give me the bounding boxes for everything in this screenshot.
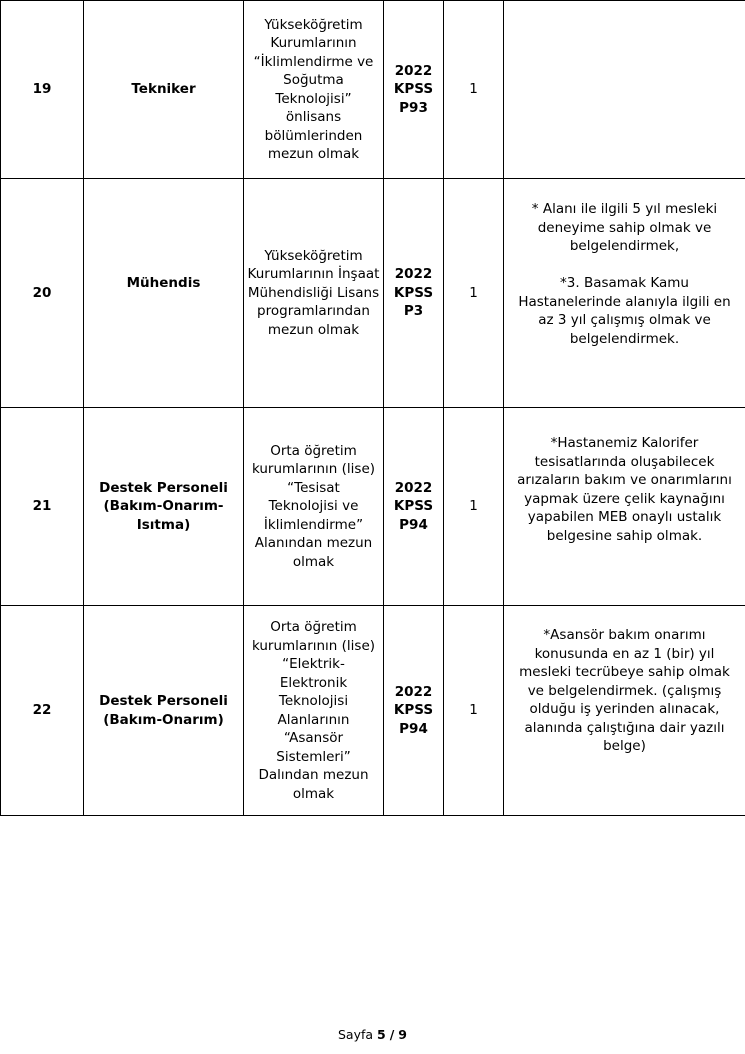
position-count: 1 — [444, 179, 504, 408]
education-requirement: Orta öğretim kurumlarının (lise) “Tesisat Teknolojisi ve İklimlendirme” Alanından mezun olmak — [244, 408, 384, 606]
page-separator: / — [389, 1027, 395, 1042]
extra-requirements: *Asansör bakım onarımı konusunda en az 1 (bir) yıl mesleki tecrübeye sahip olmak ve belgelendirmek. (çalışmış olduğu iş yerinden alınacak, alanında çalıştığına dair yazılı belge) — [504, 606, 745, 816]
position-title: Tekniker — [84, 1, 244, 179]
kpss-code: 2022 KPSS P93 — [384, 1, 444, 179]
row-number: 20 — [1, 179, 84, 408]
page-label: Sayfa — [338, 1027, 374, 1042]
position-title: Mühendis — [84, 179, 244, 408]
education-requirement: Orta öğretim kurumlarının (lise) “Elektrik- Elektronik Teknolojisi Alanlarının “Asansör Sistemleri” Dalından mezun olmak — [244, 606, 384, 816]
extra-requirements — [504, 1, 745, 179]
extra-requirements: *Hastanemiz Kalorifer tesisatlarında oluşabilecek arızaların bakım ve onarımlarını yapmak üzere çelik kaynağını yapabilen MEB onaylı ustalık belgesine sahip olmak. — [504, 408, 745, 606]
page-total: 9 — [398, 1027, 407, 1042]
extra-requirements: * Alanı ile ilgili 5 yıl mesleki deneyime sahip olmak ve belgelendirmek, *3. Basamak Kamu Hastanelerinde alanıyla ilgili en az 3 yıl çalışmış olmak ve belgelendirmek. — [504, 179, 745, 408]
row-number: 21 — [1, 408, 84, 606]
page-footer — [0, 1027, 745, 1042]
kpss-code: 2022 KPSS P3 — [384, 179, 444, 408]
education-requirement: Yükseköğretim Kurumlarının İnşaat Mühendisliği Lisans programlarından mezun olmak — [244, 179, 384, 408]
kpss-code: 2022 KPSS P94 — [384, 408, 444, 606]
education-requirement: Yükseköğretim Kurumlarının “İklimlendirme ve Soğutma Teknolojisi” önlisans bölümlerinden mezun olmak — [244, 1, 384, 179]
position-title: Destek Personeli (Bakım-Onarım- Isıtma) — [84, 408, 244, 606]
table-row — [1, 408, 745, 606]
page-number: 5 — [377, 1027, 386, 1042]
row-number: 19 — [1, 1, 84, 179]
table-row — [1, 1, 745, 179]
position-title: Destek Personeli (Bakım-Onarım) — [84, 606, 244, 816]
position-count: 1 — [444, 606, 504, 816]
table-row — [1, 179, 745, 408]
position-count: 1 — [444, 1, 504, 179]
table-row — [1, 606, 745, 816]
position-count: 1 — [444, 408, 504, 606]
kpss-code: 2022 KPSS P94 — [384, 606, 444, 816]
row-number: 22 — [1, 606, 84, 816]
